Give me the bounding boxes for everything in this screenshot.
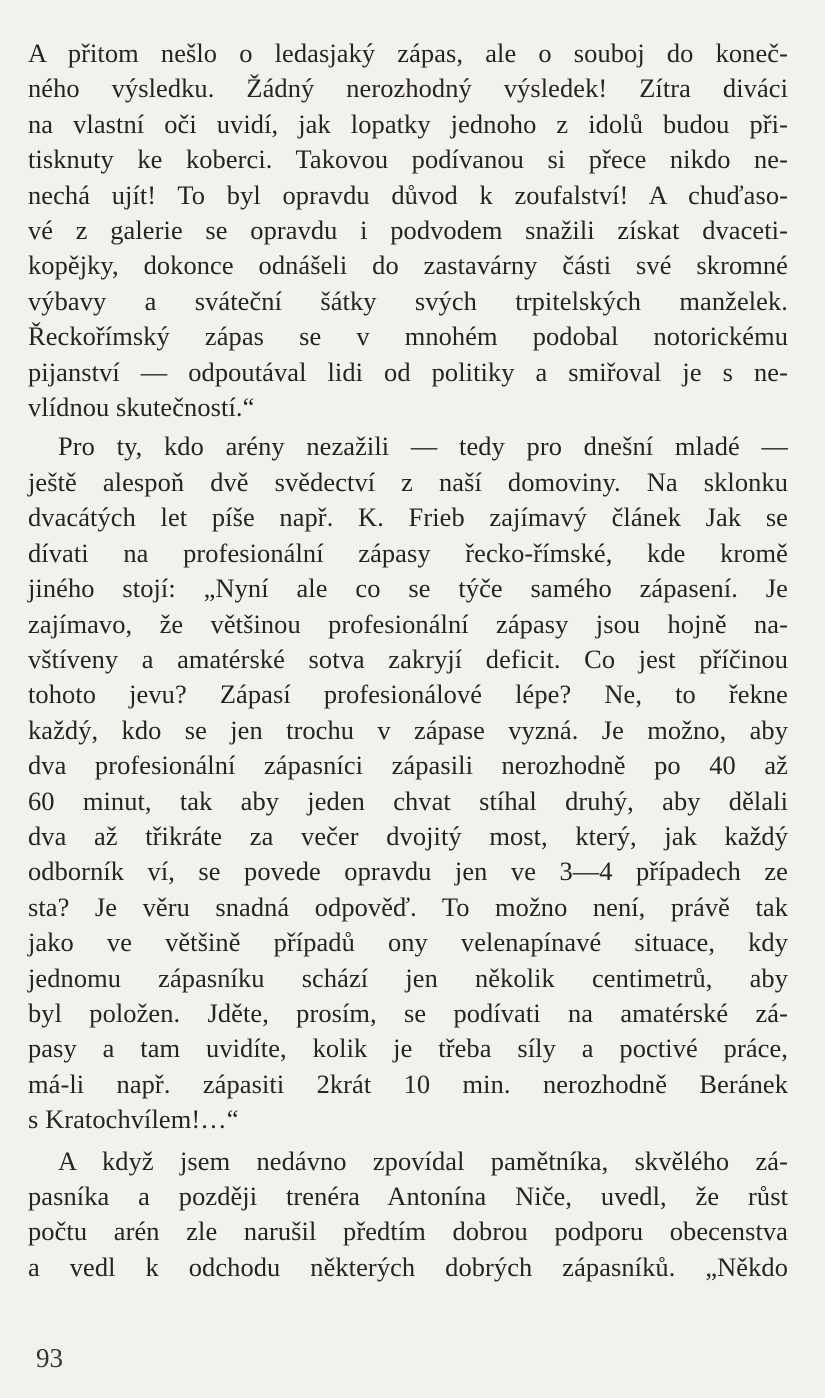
text-line: pasníka a později trenéra Antonína Niče, uvedl, že růst — [28, 1181, 788, 1211]
text-line: dívati na profesionální zápasy řecko-římské, kde kromě — [28, 537, 788, 568]
text-line: ného výsledku. Žádný nerozhodný výsledek! Zítra diváci — [28, 73, 788, 104]
text-line: počtu arén zle narušil předtím dobrou podporu obecenstva — [28, 1216, 788, 1247]
text-line: Řeckořímský zápas se v mnohém podobal notorickému — [28, 321, 788, 352]
text-line: na vlastní oči uvidí, jak lopatky jednoho z idolů budou při- — [28, 108, 788, 139]
text-line: ještě alespoň dvě svědectví z naší domoviny. Na sklonku — [28, 466, 788, 497]
text-line: sta? Je věru snadná odpověď. To možno není, právě tak — [28, 891, 788, 922]
text-line: a vedl k odchodu některých dobrých zápasníků. „Někdo — [28, 1251, 788, 1282]
text-line: pijanství — odpoutával lidi od politiky a smiřoval je s ne- — [28, 356, 788, 387]
text-line: jiného stojí: „Nyní ale co se týče samého zápasení. Je — [28, 573, 788, 604]
text-line: dvacátých let píše např. K. Frieb zajímavý článek Jak se — [28, 502, 788, 533]
text-line: 60 minut, tak aby jeden chvat stíhal druhý, aby dělali — [28, 785, 788, 816]
text-line: vlídnou skutečností.“ — [28, 392, 255, 423]
text-line: A když jsem nedávno zpovídal pamětníka, skvělého zá- — [58, 1145, 788, 1176]
text-line: zajímavo, že většinou profesionální zápasy jsou hojně na- — [28, 608, 788, 639]
text-line: tisknuty ke koberci. Takovou podívanou si přece nikdo ne- — [28, 144, 788, 175]
text-line: dva profesionální zápasníci zápasili nerozhodně po 40 až — [28, 750, 788, 781]
text-line: odborník ví, se povede opravdu jen ve 3—4 případech ze — [28, 856, 788, 887]
text-line: každý, kdo se jen trochu v zápase vyzná. Je možno, aby — [28, 714, 788, 745]
text-line: dva až třikráte za večer dvojitý most, který, jak každý — [28, 820, 788, 851]
text-line: pasy a tam uvidíte, kolik je třeba síly a poctivé práce, — [28, 1033, 788, 1064]
text-line: A přitom nešlo o ledasjaký zápas, ale o souboj do koneč- — [28, 38, 788, 68]
text-line: jako ve většině případů ony velenapínavé situace, kdy — [28, 927, 788, 958]
text-line: výbavy a sváteční šátky svých trpitelských manželek. — [28, 285, 788, 316]
paragraph-1 — [28, 36, 788, 425]
text-line: vé z galerie se opravdu i podvodem snažili získat dvaceti- — [28, 215, 788, 246]
text-line: Pro ty, kdo arény nezažili — tedy pro dnešní mladé — — [58, 431, 788, 462]
text-line: tohoto jevu? Zápasí profesionálové lépe? Ne, to řekne — [28, 679, 788, 710]
text-line: nechá ujít! To byl opravdu důvod k zoufalství! A chuďaso- — [28, 179, 788, 210]
book-page — [28, 36, 788, 1285]
text-line: má-li např. zápasiti 2krát 10 min. nerozhodně Beránek — [28, 1068, 788, 1099]
text-line: jednomu zápasníku schází jen několik centimetrů, aby — [28, 962, 788, 993]
page-number: 93 — [36, 1343, 63, 1373]
text-line: byl položen. Jděte, prosím, se podívati na amatérské zá- — [28, 997, 788, 1028]
paragraph-3 — [28, 1144, 788, 1286]
paragraph-2 — [28, 429, 788, 1137]
text-line: vštíveny a amatérské sotva zakryjí deficit. Co jest příčinou — [28, 643, 788, 674]
text-line: s Kratochvílem!…“ — [28, 1104, 239, 1135]
text-line: kopějky, dokonce odnášeli do zastavárny části své skromné — [28, 250, 788, 281]
